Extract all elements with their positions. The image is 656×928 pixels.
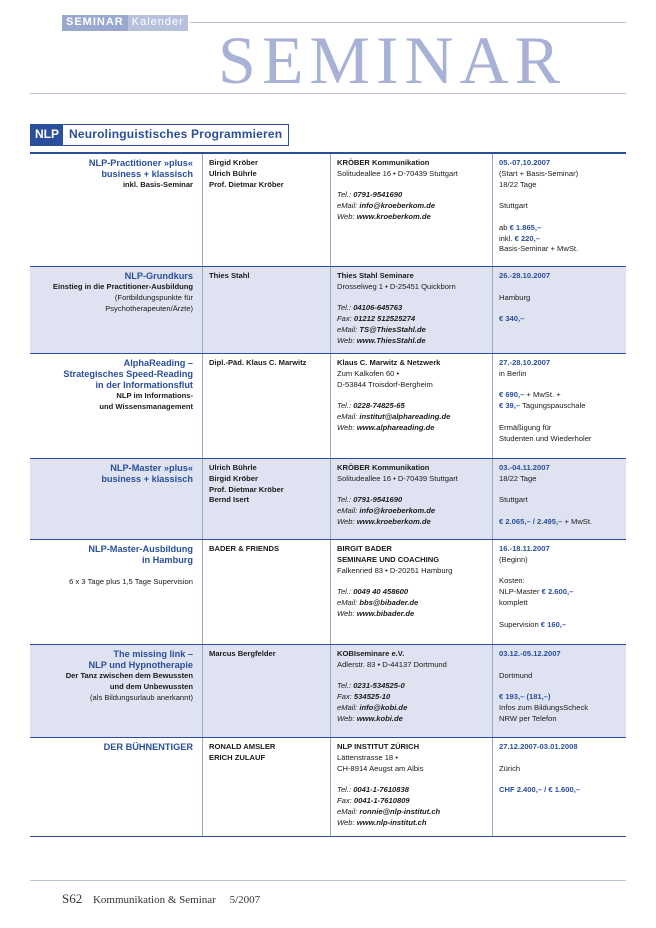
detail-text: 18/22 Tage xyxy=(499,473,537,483)
trainer-name: Ulrich Bührle xyxy=(209,168,257,178)
trainers-cell xyxy=(202,645,330,737)
trainers-cell xyxy=(202,540,330,644)
price-value: € 1.865,– xyxy=(509,222,542,232)
header-tag xyxy=(62,15,188,31)
date-price-cell xyxy=(492,738,626,836)
spacer xyxy=(499,681,620,692)
seminar-title-cell xyxy=(30,267,202,353)
seminar-title-cell xyxy=(30,738,202,836)
email-link[interactable]: ronnie@nlp-institut.ch xyxy=(359,806,441,816)
trainer-name: Dipl.-Päd. Klaus C. Marwitz xyxy=(209,358,307,367)
price-prefix: ab xyxy=(499,222,510,232)
spacer xyxy=(337,671,486,682)
spacer xyxy=(499,566,620,577)
contact-value: 0791-9541690 xyxy=(353,190,403,200)
seminar-note: (als Bildungsurlaub anerkannt) xyxy=(90,692,193,702)
detail-text: in Berlin xyxy=(499,368,527,378)
trainer-name: Bernd Isert xyxy=(209,495,250,505)
trainer-name: ERICH ZULAUF xyxy=(209,752,266,762)
table-row xyxy=(30,267,626,354)
contact-label: eMail: xyxy=(337,597,358,607)
trainer-name: Prof. Dietmar Kröber xyxy=(209,179,284,189)
detail-text: Stuttgart xyxy=(499,495,528,505)
date-price-cell xyxy=(492,540,626,644)
price-text: CHF 2.400,– / € 1.600,– xyxy=(499,785,581,795)
spacer xyxy=(337,774,486,785)
table-row xyxy=(30,154,626,267)
trainers-cell xyxy=(202,154,330,266)
contact-label: Fax: xyxy=(337,314,352,324)
detail-text: NRW per Telefon xyxy=(499,713,557,723)
organizer-cell xyxy=(330,267,492,353)
date-text: 03.-04.11.2007 xyxy=(499,463,550,472)
contact-label: eMail: xyxy=(337,702,358,712)
seminar-title-cell xyxy=(30,459,202,539)
header-tag-seminar: SEMINAR xyxy=(62,15,128,31)
spacer xyxy=(337,293,486,304)
contact-value: 0041-1-7610809 xyxy=(353,795,410,805)
trainers-cell xyxy=(202,459,330,539)
organizer-cell xyxy=(330,738,492,836)
contact-label: Fax: xyxy=(337,795,352,805)
seminar-table xyxy=(30,152,626,837)
contact-line xyxy=(337,401,486,412)
seminar-note: Psychotherapeuten/Ärzte) xyxy=(105,303,193,313)
date-text: 05.-07.10.2007 xyxy=(499,158,551,167)
detail-text: Infos zum BildungsScheck xyxy=(499,702,589,712)
contact-line xyxy=(337,807,486,818)
price-line xyxy=(499,587,620,598)
detail-text: (Beginn) xyxy=(499,554,528,564)
email-link[interactable]: bbs@bibader.de xyxy=(359,597,419,607)
price-value: € 690,– xyxy=(499,390,525,400)
spacer xyxy=(499,609,620,620)
price-line xyxy=(499,692,620,703)
contact-value: 04106-645763 xyxy=(353,303,403,313)
contact-line xyxy=(337,692,486,703)
price-line xyxy=(499,620,620,631)
organizer-address: D-53844 Troisdorf-Bergheim xyxy=(337,379,433,389)
detail-text: 18/22 Tage xyxy=(499,179,537,189)
organizer-address: Solitudeallee 16 • D-70439 Stuttgart xyxy=(337,168,458,178)
date-text: 26.-28.10.2007 xyxy=(499,271,551,280)
organizer-address: Drosselweg 1 • D-25451 Quickborn xyxy=(337,281,456,291)
seminar-title: NLP und Hypnotherapie xyxy=(88,660,193,670)
table-row xyxy=(30,738,626,837)
seminar-title-cell xyxy=(30,354,202,458)
email-link[interactable]: info@kroeberkom.de xyxy=(359,506,436,516)
contact-label: eMail: xyxy=(337,506,358,516)
organizer-address: Lättenstrasse 18 • xyxy=(337,752,398,762)
web-link[interactable]: www.kroeberkom.de xyxy=(356,516,431,526)
contact-line xyxy=(337,303,486,314)
contact-line xyxy=(337,506,486,517)
price-line xyxy=(499,517,620,528)
price-suffix: Tagungspauschale xyxy=(520,401,586,411)
organizer-name: Klaus C. Marwitz & Netzwerk xyxy=(337,358,441,367)
spacer xyxy=(499,303,620,314)
seminar-subtitle: inkl. Basis-Seminar xyxy=(122,180,193,189)
detail-text: Kosten: xyxy=(499,576,525,586)
price-value: € 2.065,– / 2.495,– xyxy=(499,516,563,526)
contact-line xyxy=(337,587,486,598)
detail-text: Studenten und Wiederholer xyxy=(499,433,592,443)
price-line xyxy=(499,390,620,401)
spacer xyxy=(337,576,486,587)
spacer xyxy=(499,282,620,293)
seminar-title-cell xyxy=(30,645,202,737)
contact-line xyxy=(337,325,486,336)
price-value: € 193,– (181,–) xyxy=(499,692,551,702)
contact-line xyxy=(337,412,486,423)
organizer-name: BIRGIT BADER xyxy=(337,544,392,553)
spacer xyxy=(499,380,620,391)
date-text: 16.-18.11.2007 xyxy=(499,544,550,553)
trainer-name: Birgid Kröber xyxy=(209,158,258,167)
organizer-address: Falkenried 83 • D-20251 Hamburg xyxy=(337,565,453,575)
seminar-subtitle: Einstieg in die Practitioner-Ausbildung xyxy=(52,282,193,291)
contact-label: Web: xyxy=(337,516,355,526)
seminar-note: 6 x 3 Tage plus 1,5 Tage Supervision xyxy=(69,576,193,586)
spacer xyxy=(499,190,620,201)
organizer-name: KOBIseminare e.V. xyxy=(337,649,405,658)
spacer xyxy=(499,485,620,496)
detail-text: Dortmund xyxy=(499,670,533,680)
price-value: € 220,– xyxy=(514,233,540,243)
organizer-address: Zum Kalkofen 60 • xyxy=(337,368,400,378)
contact-label: Web: xyxy=(337,713,355,723)
web-link[interactable]: www.kroeberkom.de xyxy=(356,211,431,221)
organizer-cell xyxy=(330,459,492,539)
web-link[interactable]: www.nlp-institut.ch xyxy=(356,817,427,827)
section-name: Neurolinguistisches Programmieren xyxy=(69,127,283,141)
contact-line xyxy=(337,212,486,223)
seminar-title: The missing link – xyxy=(113,649,193,659)
trainer-name: BADER & FRIENDS xyxy=(209,544,280,553)
contact-label: Tel.: xyxy=(337,401,352,411)
seminar-title: in der Informationsflut xyxy=(95,380,193,390)
contact-label: Web: xyxy=(337,608,355,618)
contact-value: 0231-534525-0 xyxy=(353,681,405,691)
organizer-name: NLP INSTITUT ZÜRICH xyxy=(337,742,420,751)
issue-number: 5/2007 xyxy=(229,894,261,906)
section-code: NLP xyxy=(31,125,63,145)
contact-label: eMail: xyxy=(337,411,358,421)
price-value: € 2.600,– xyxy=(541,587,574,597)
seminar-title: business + klassisch xyxy=(101,169,193,179)
detail-text: Basis-Seminar + MwSt. xyxy=(499,244,579,254)
contact-label: Web: xyxy=(337,211,355,221)
detail-text: Stuttgart xyxy=(499,201,528,211)
date-text: 03.12.-05.12.2007 xyxy=(499,649,561,658)
contact-label: Web: xyxy=(337,817,355,827)
contact-line xyxy=(337,423,486,434)
trainer-name: Prof. Dietmar Kröber xyxy=(209,484,284,494)
page-number: S62 xyxy=(62,891,83,906)
seminar-title-cell xyxy=(30,154,202,266)
date-price-cell xyxy=(492,154,626,266)
trainers-cell xyxy=(202,738,330,836)
seminar-subtitle: und Wissensmanagement xyxy=(99,401,193,411)
organizer-name: KRÖBER Kommunikation xyxy=(337,158,430,167)
price-prefix: NLP-Master xyxy=(499,587,542,597)
seminar-note xyxy=(36,566,193,577)
publication-name: Kommunikation & Seminar xyxy=(92,894,216,906)
contact-label: Tel.: xyxy=(337,495,352,505)
seminar-title: NLP-Practitioner »plus« xyxy=(88,158,193,168)
contact-label: Tel.: xyxy=(337,681,352,691)
spacer xyxy=(499,412,620,423)
contact-value: 01212 512525274 xyxy=(353,314,416,324)
organizer-address: CH-8914 Aeugst am Albis xyxy=(337,763,424,773)
spacer xyxy=(337,485,486,496)
seminar-title: NLP-Master-Ausbildung xyxy=(88,544,193,554)
date-text: 27.12.2007-03.01.2008 xyxy=(499,742,578,751)
date-price-cell xyxy=(492,354,626,458)
trainer-name: Marcus Bergfelder xyxy=(209,649,276,658)
contact-value: 0228-74825-65 xyxy=(353,401,405,411)
trainers-cell xyxy=(202,267,330,353)
contact-label: Tel.: xyxy=(337,303,352,313)
contact-label: Tel.: xyxy=(337,785,352,795)
price-line xyxy=(499,234,620,245)
trainer-name: Birgid Kröber xyxy=(209,473,258,483)
organizer-name: KRÖBER Kommunikation xyxy=(337,463,430,472)
header-big-title: SEMINAR xyxy=(218,22,567,98)
seminar-subtitle: NLP im Informations- xyxy=(116,391,193,400)
organizer-cell xyxy=(330,154,492,266)
footer xyxy=(62,891,260,907)
date-price-cell xyxy=(492,267,626,353)
contact-label: Fax: xyxy=(337,692,352,702)
detail-text: Zürich xyxy=(499,763,521,773)
table-row xyxy=(30,540,626,645)
price-line xyxy=(499,223,620,234)
web-link[interactable]: www.kobi.de xyxy=(356,713,403,723)
date-text: 27.-28.10.2007 xyxy=(499,358,551,367)
seminar-title: Strategisches Speed-Reading xyxy=(63,369,193,379)
seminar-title: in Hamburg xyxy=(141,555,193,565)
date-price-cell xyxy=(492,645,626,737)
organizer-address: Adlerstr. 83 • D-44137 Dortmund xyxy=(337,659,447,669)
organizer-address: Solitudeallee 16 • D-70439 Stuttgart xyxy=(337,473,458,483)
contact-line xyxy=(337,609,486,620)
header-rule-bottom xyxy=(30,93,626,94)
seminar-title: NLP-Master »plus« xyxy=(110,463,193,473)
spacer xyxy=(499,774,620,785)
price-line xyxy=(499,401,620,412)
email-link[interactable]: info@kobi.de xyxy=(359,702,408,712)
price-prefix: inkl. xyxy=(499,233,515,243)
contact-line xyxy=(337,598,486,609)
contact-label: Tel.: xyxy=(337,190,352,200)
price-value: € 39,– xyxy=(499,401,521,411)
organizer-cell xyxy=(330,645,492,737)
contact-line xyxy=(337,818,486,829)
seminar-subtitle: Der Tanz zwischen dem Bewussten xyxy=(65,671,193,680)
section-title xyxy=(30,124,289,146)
price-suffix: + MwSt. + xyxy=(524,390,561,400)
header-tag-kalender: Kalender xyxy=(128,15,188,31)
spacer xyxy=(499,212,620,223)
seminar-subtitle: und dem Unbewussten xyxy=(109,681,193,691)
contact-line xyxy=(337,714,486,725)
email-link[interactable]: TS@ThiesStahl.de xyxy=(359,324,426,334)
contact-label: eMail: xyxy=(337,201,358,211)
contact-value: 0791-9541690 xyxy=(353,495,403,505)
detail-text: Hamburg xyxy=(499,292,531,302)
detail-text: Ermäßigung für xyxy=(499,422,552,432)
organizer-cell xyxy=(330,354,492,458)
web-link[interactable]: www.bibader.de xyxy=(356,608,415,618)
contact-value: 534525-10 xyxy=(353,692,391,702)
contact-line xyxy=(337,495,486,506)
table-row xyxy=(30,459,626,540)
spacer xyxy=(337,180,486,191)
price-text: € 340,– xyxy=(499,314,525,324)
seminar-title: AlphaReading – xyxy=(123,358,193,368)
seminar-title: DER BÜHNENTIGER xyxy=(103,742,193,752)
contact-line xyxy=(337,785,486,796)
table-row xyxy=(30,354,626,459)
footer-rule xyxy=(30,880,626,881)
email-link[interactable]: institut@alphareading.de xyxy=(359,411,451,421)
spacer xyxy=(499,753,620,764)
contact-label: Tel.: xyxy=(337,587,352,597)
contact-line xyxy=(337,314,486,325)
contact-line xyxy=(337,681,486,692)
contact-label: eMail: xyxy=(337,806,358,816)
web-link[interactable]: www.ThiesStahl.de xyxy=(356,335,426,345)
spacer xyxy=(499,506,620,517)
seminar-title: business + klassisch xyxy=(101,474,193,484)
contact-line xyxy=(337,190,486,201)
contact-line xyxy=(337,703,486,714)
contact-line xyxy=(337,796,486,807)
seminar-title-cell xyxy=(30,540,202,644)
trainer-name: Ulrich Bührle xyxy=(209,463,257,472)
price-suffix: + MwSt. xyxy=(562,516,593,526)
spacer xyxy=(499,660,620,671)
contact-line xyxy=(337,336,486,347)
contact-label: eMail: xyxy=(337,324,358,334)
contact-value: 0041-1-7610838 xyxy=(353,785,409,795)
price-value: € 160,– xyxy=(540,619,567,629)
email-link[interactable]: info@kroeberkom.de xyxy=(359,201,436,211)
trainers-cell xyxy=(202,354,330,458)
contact-line xyxy=(337,517,486,528)
detail-text: (Start + Basis-Seminar) xyxy=(499,168,579,178)
contact-value: 0049 40 458600 xyxy=(353,587,409,597)
contact-label: Web: xyxy=(337,335,355,345)
trainer-name: Thies Stahl xyxy=(209,271,250,280)
date-price-cell xyxy=(492,459,626,539)
table-row xyxy=(30,645,626,738)
seminar-title: NLP-Grundkurs xyxy=(124,271,193,281)
spacer xyxy=(337,390,486,401)
trainer-name: RONALD AMSLER xyxy=(209,742,276,751)
detail-text: komplett xyxy=(499,597,528,607)
organizer-name: Thies Stahl Seminare xyxy=(337,271,414,280)
web-link[interactable]: www.alphareading.de xyxy=(356,422,435,432)
contact-line xyxy=(337,201,486,212)
organizer-cell xyxy=(330,540,492,644)
organizer-name-line2: SEMINARE UND COACHING xyxy=(337,554,440,564)
contact-label: Web: xyxy=(337,422,355,432)
seminar-note: (Fortbildungspunkte für xyxy=(114,292,193,302)
price-prefix: Supervision xyxy=(499,619,541,629)
